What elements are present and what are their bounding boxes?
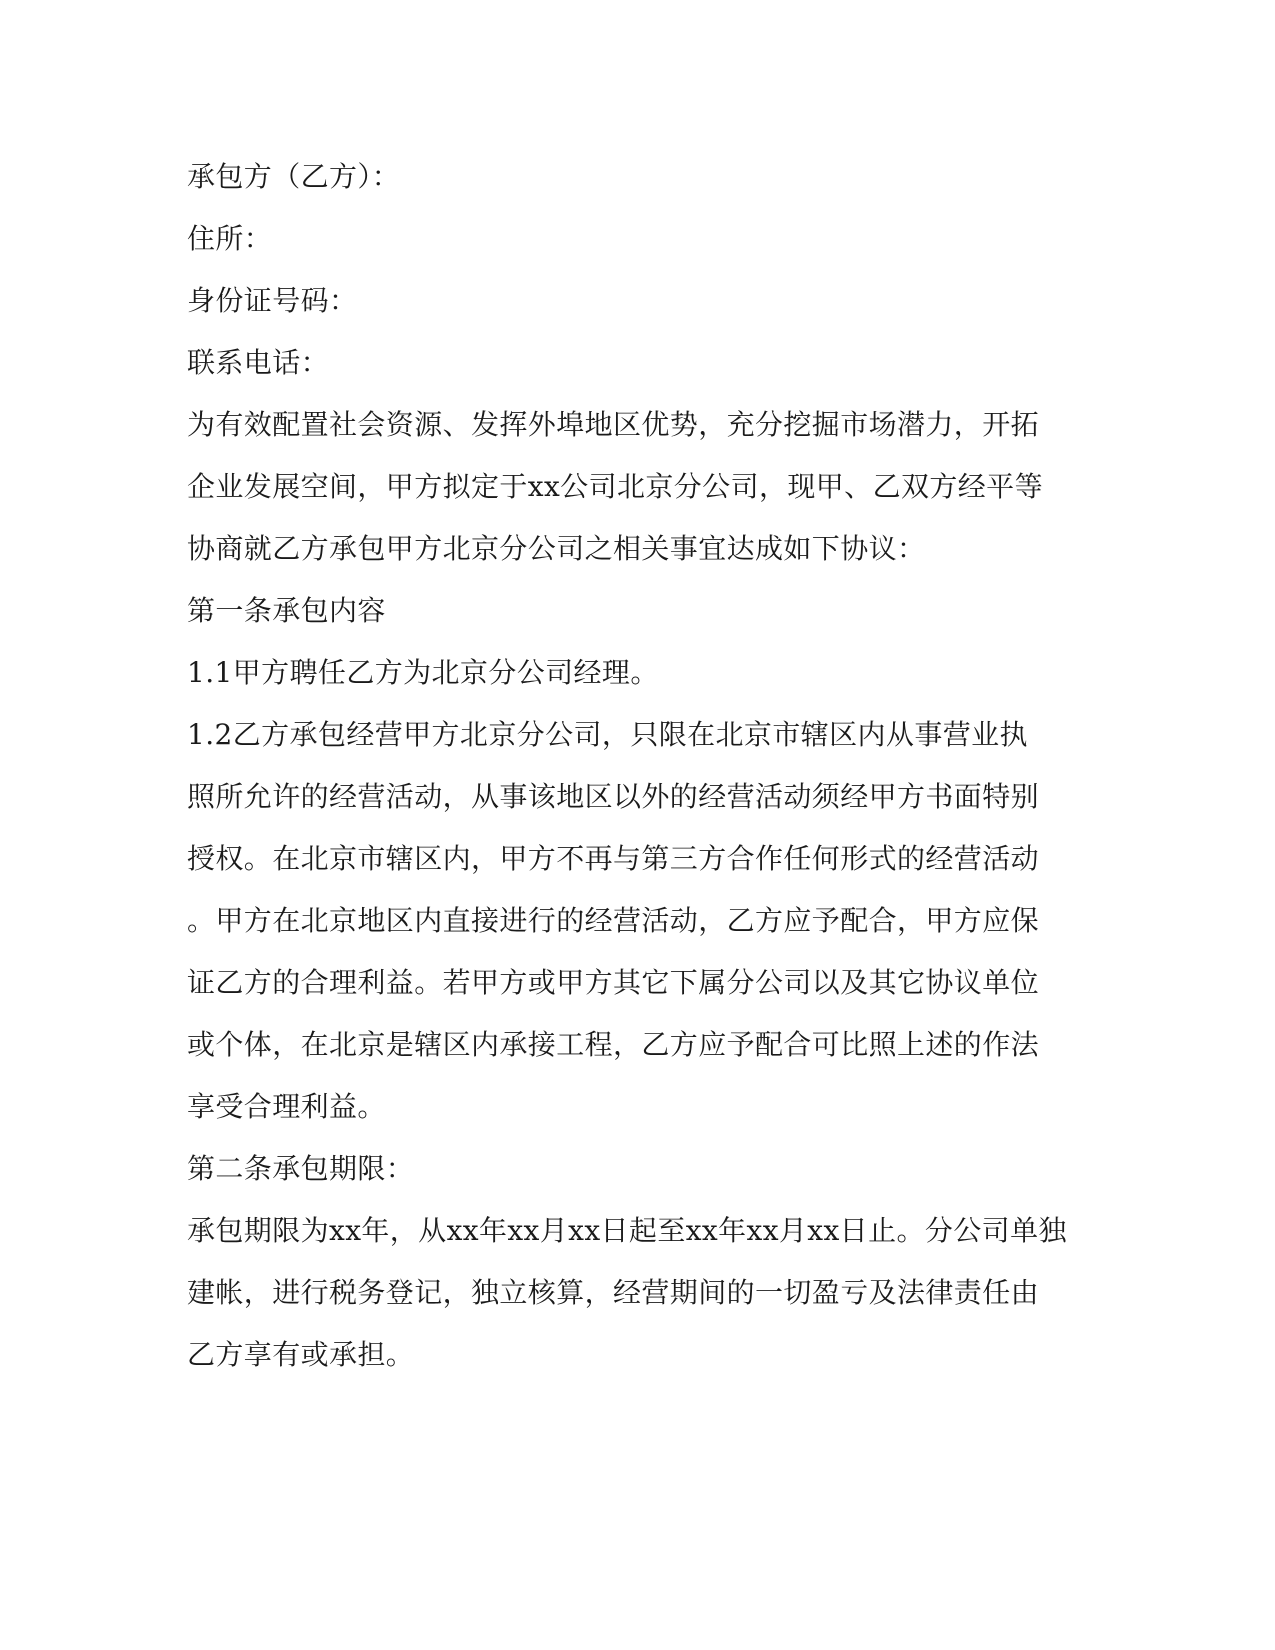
preamble-line-1: 为有效配置社会资源、发挥外埠地区优势，充分挖掘市场潜力，开拓	[187, 408, 1040, 441]
clause-1-2-line-3: 授权。在北京市辖区内，甲方不再与第三方合作任何形式的经营活动	[187, 842, 1040, 875]
id-number-label: 身份证号码：	[187, 284, 358, 317]
clause-1-2-line-2: 照所允许的经营活动，从事该地区以外的经营活动须经甲方书面特别	[187, 780, 1040, 813]
address-label: 住所：	[187, 222, 273, 255]
phone-label: 联系电话：	[187, 346, 330, 379]
clause-1-2-line-6: 或个体，在北京是辖区内承接工程，乙方应予配合可比照上述的作法	[187, 1028, 1040, 1061]
clause-1-1: 1.1甲方聘任乙方为北京分公司经理。	[187, 656, 659, 689]
article-2-line-2: 建帐，进行税务登记，独立核算，经营期间的一切盈亏及法律责任由	[187, 1276, 1040, 1309]
article-2-line-3: 乙方享有或承担。	[187, 1338, 415, 1371]
preamble-line-3: 协商就乙方承包甲方北京分公司之相关事宜达成如下协议：	[187, 532, 926, 565]
clause-1-2-line-7: 享受合理利益。	[187, 1090, 386, 1123]
article-1-heading: 第一条承包内容	[187, 594, 386, 627]
article-2-heading: 第二条承包期限：	[187, 1152, 415, 1185]
article-2-line-1: 承包期限为xx年，从xx年xx月xx日起至xx年xx月xx日止。分公司单独	[187, 1214, 1067, 1247]
document-body	[187, 146, 1067, 1386]
clause-1-2-line-1: 1.2乙方承包经营甲方北京分公司，只限在北京市辖区内从事营业执	[187, 718, 1028, 751]
preamble-line-2: 企业发展空间，甲方拟定于xx公司北京分公司，现甲、乙双方经平等	[187, 470, 1043, 503]
clause-1-2-line-4: 。甲方在北京地区内直接进行的经营活动，乙方应予配合，甲方应保	[187, 904, 1040, 937]
contractor-party-label: 承包方（乙方）：	[187, 160, 401, 193]
clause-1-2-line-5: 证乙方的合理利益。若甲方或甲方其它下属分公司以及其它协议单位	[187, 966, 1040, 999]
